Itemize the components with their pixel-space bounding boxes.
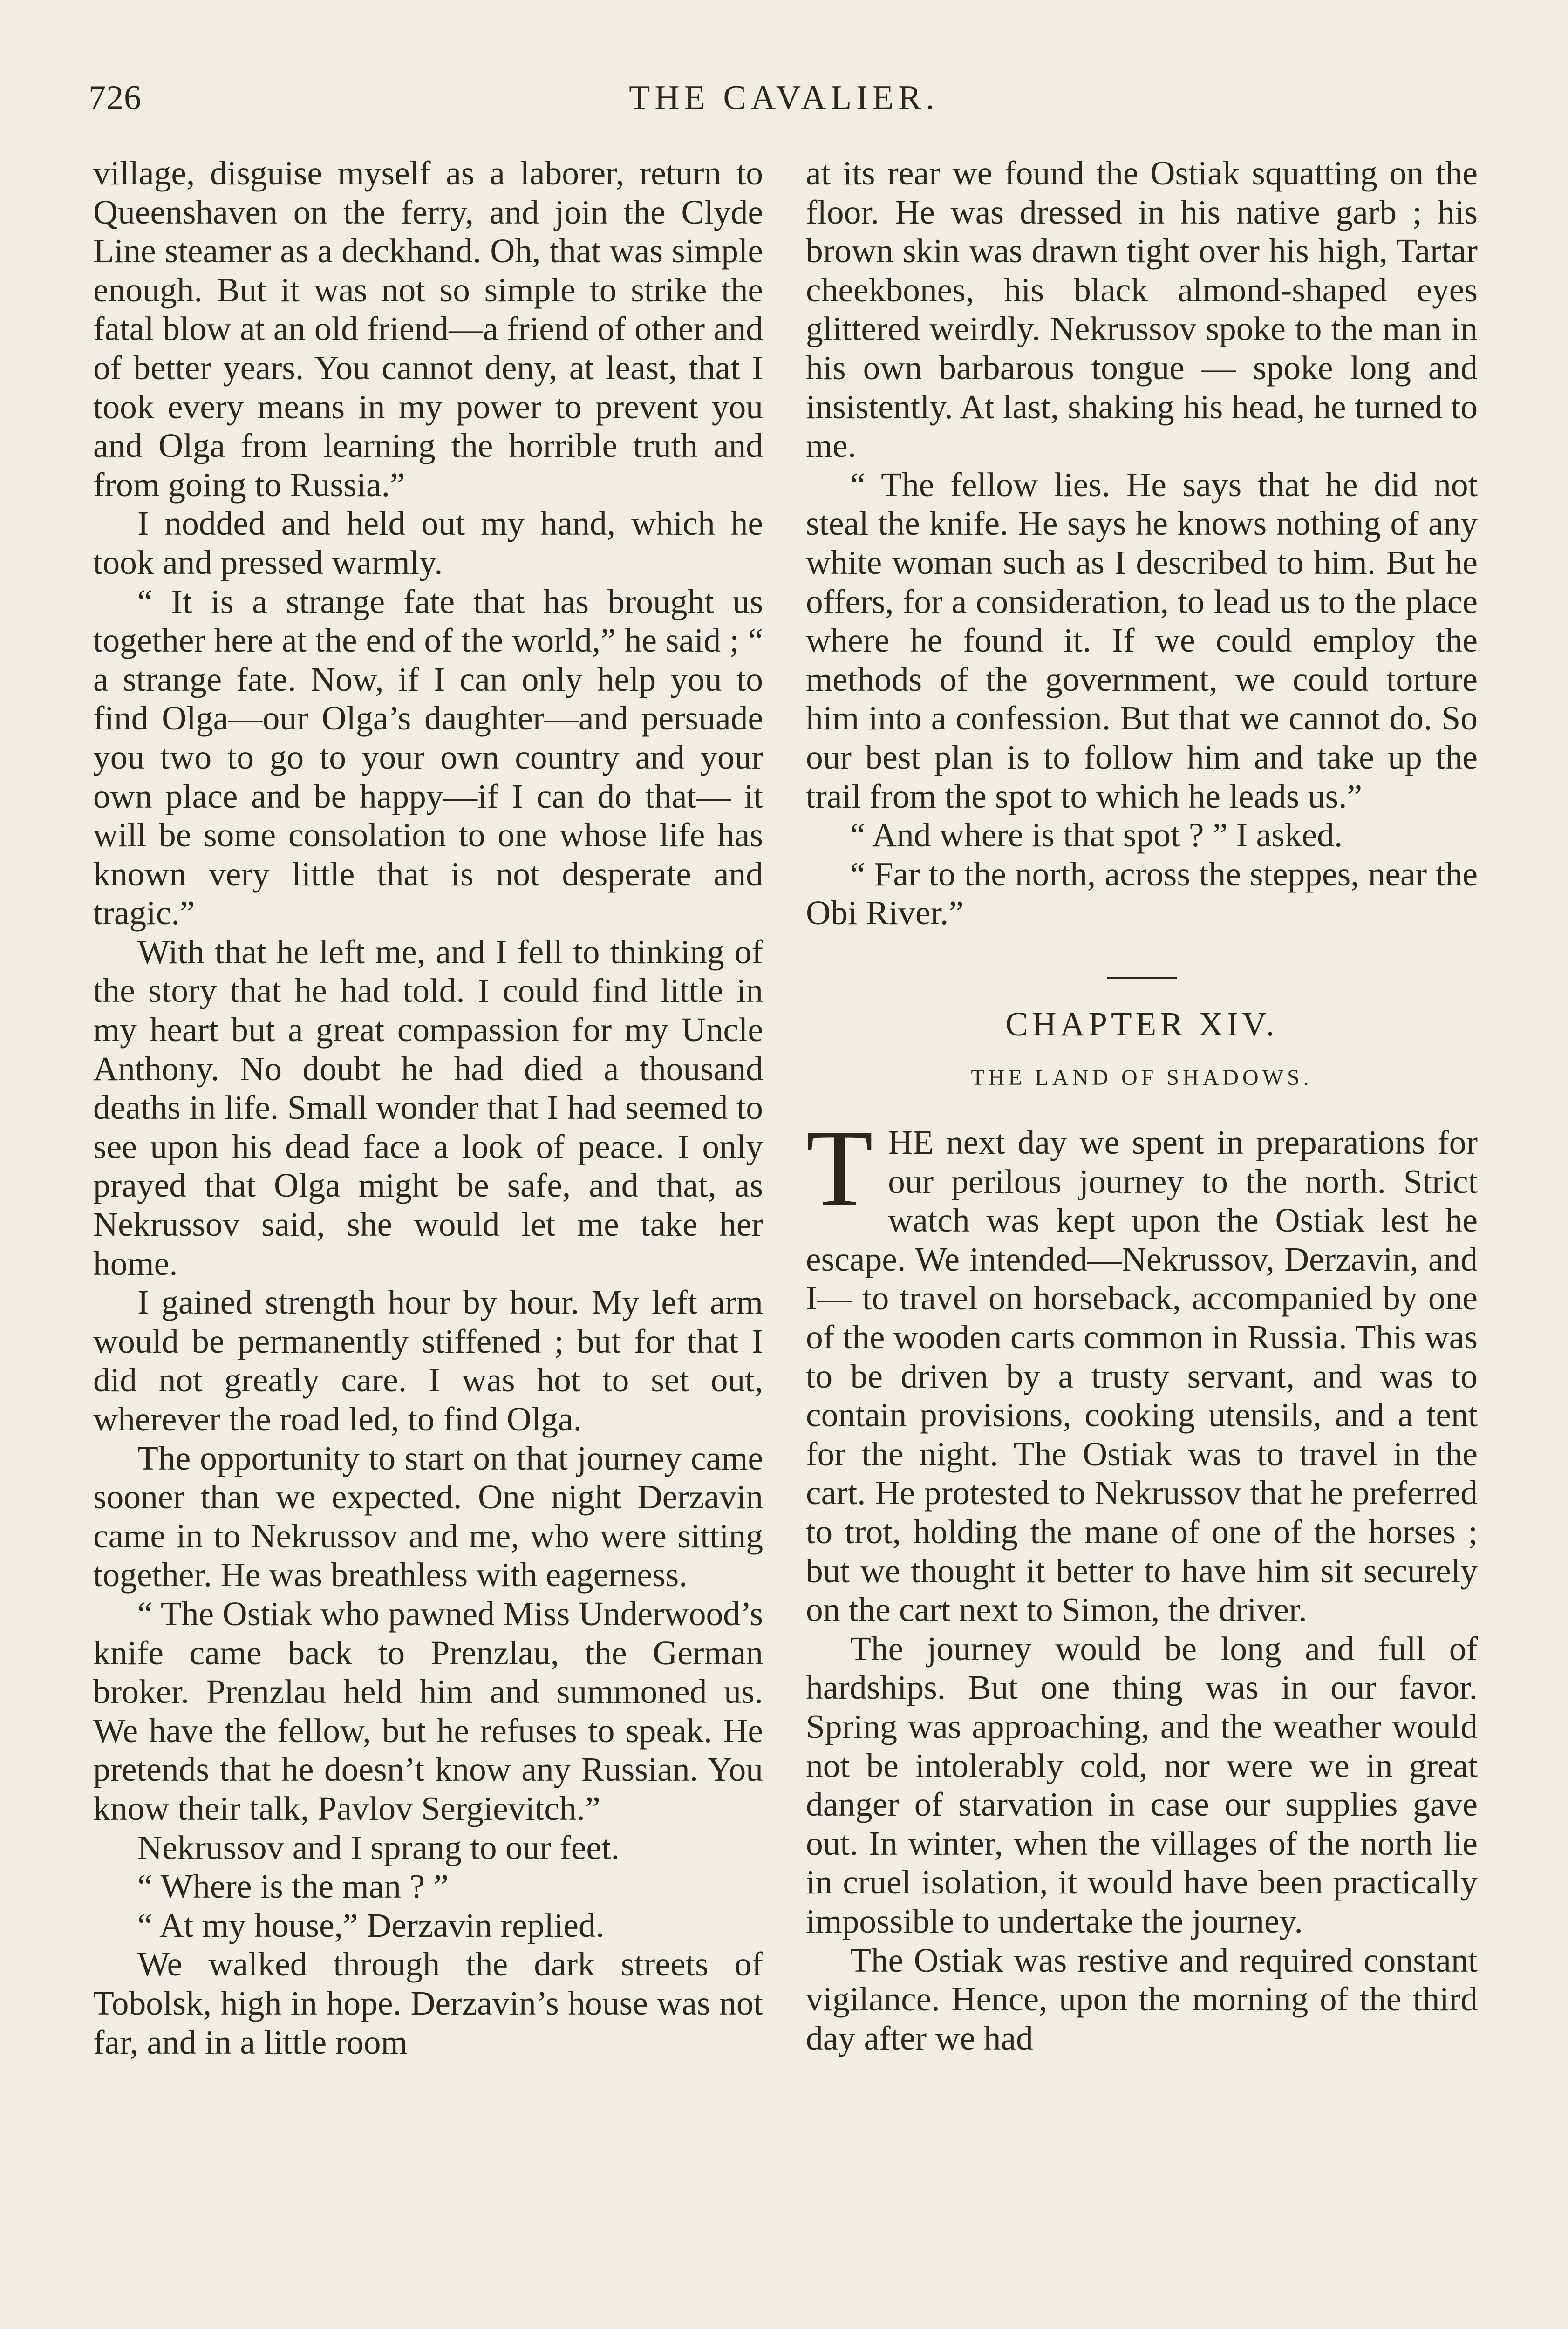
page-number: 726 (89, 79, 142, 117)
paragraph: I nodded and held out my hand, which he took and pressed warmly. (93, 504, 763, 581)
drop-cap: T (806, 1108, 873, 1230)
section-divider (1107, 977, 1177, 979)
paragraph: “ And where is that spot ? ” I asked. (850, 816, 1343, 854)
right-column (806, 154, 1478, 2057)
paragraph: The journey would be long and full of hardships. But one thing was in our favor. Spring was approaching, and the weather would not be intolerably cold, nor were we in great danger of starvation in case our supplies gave out. In winter, when the villages of the north lie in cruel isolation, it would have been practically impossible to undertake the journey. (806, 1629, 1478, 1940)
paragraph: “ It is a strange fate that has brought us together here at the end of the world,” he said ; “ a strange fate. Now, if I can only help you to find Olga—our Olga’s daughter—and persuade you two to go to your own country and your own place and be happy—if I can do that— it will be some consolation to one whose life has known very little that is not desperate and tragic.” (93, 582, 763, 932)
paragraph: at its rear we found the Ostiak squatting on the floor. He was dressed in his native garb ; his brown skin was drawn tight over his high, Tartar cheekbones, his black almond-shaped eyes glittered weirdly. Nekrussov spoke to the man in his own barbarous tongue — spoke long and insistently. At last, shaking his head, he turned to me. (806, 154, 1478, 465)
paragraph: I gained strength hour by hour. My left arm would be permanently stiffened ; but for that I did not greatly care. I was hot to set out, wherever the road led, to find Olga. (93, 1283, 763, 1438)
first-paragraph-text: HE next day we spent in preparations for our perilous journey to the north. Strict watch was kept upon the Ostiak lest he escape. We intended—Nekrussov, Derzavin, and I— to travel on horseback, accompanied by one of the wooden carts common in Russia. This was to be driven by a trusty servant, and was to contain provisions, cooking utensils, and a tent for the night. The Ostiak was to travel in the cart. He protested to Nekrussov that he preferred to trot, holding the mane of one of the horses ; but we thought it better to have him sit securely on the cart next to Simon, the driver. (806, 1124, 1478, 1629)
paragraph: “ Where is the man ? ” (137, 1867, 449, 1906)
paragraph: “ Far to the north, across the steppes, near the Obi River.” (806, 855, 1478, 932)
paragraph: With that he left me, and I fell to thinking of the story that he had told. I could find little in my heart but a great compassion for my Uncle Anthony. No doubt he had died a thousand deaths in life. Small wonder that I had seemed to see upon his dead face a look of peace. I only prayed that Olga might be safe, and that, as Nekrussov said, she would let me take her home. (93, 933, 763, 1282)
paragraph: “ The Ostiak who pawned Miss Underwood’s knife came back to Prenzlau, the German broker. Prenzlau held him and summoned us. We have the fellow, but he refuses to speak. He pretends that he doesn’t know any Russian. You know their talk, Pavlov Sergievitch.” (93, 1594, 763, 1827)
paragraph: “ At my house,” Derzavin replied. (137, 1906, 605, 1944)
paragraph: “ The fellow lies. He says that he did not steal the knife. He says he knows nothing of any white woman such as I described to him. But he offers, for a consideration, to lead us to the place where he found it. If we could employ the methods of the government, we could torture him into a confession. But that we cannot do. So our best plan is to follow him and take up the trail from the spot to which he leads us.” (806, 465, 1478, 815)
running-head: THE CAVALIER. (629, 79, 939, 117)
paragraph: The opportunity to start on that journey came sooner than we expected. One night Derzavin came in to Nekrussov and me, who were sitting together. He was breathless with eagerness. (93, 1439, 763, 1594)
paragraph: Nekrussov and I sprang to our feet. (137, 1828, 620, 1866)
paragraph: village, disguise myself as a laborer, return to Queenshaven on the ferry, and join the Clyde Line steamer as a deckhand. Oh, that was simple enough. But it was not so simple to strike the fatal blow at an old friend—a friend of other and of better years. You cannot deny, at least, that I took every means in my power to prevent you and Olga from learning the horrible truth and from going to Russia.” (93, 154, 763, 504)
left-column (93, 154, 763, 2062)
paragraph: The Ostiak was restive and required constant vigilance. Hence, upon the morning of the third day after we had (806, 1941, 1478, 2057)
chapter-subtitle: THE LAND OF SHADOWS. (971, 1065, 1313, 1090)
paragraph: We walked through the dark streets of Tobolsk, high in hope. Derzavin’s house was not far, and in a little room (93, 1945, 763, 2061)
chapter-first-paragraph (806, 1108, 1478, 1629)
chapter-title: CHAPTER XIV. (1005, 1005, 1278, 1043)
